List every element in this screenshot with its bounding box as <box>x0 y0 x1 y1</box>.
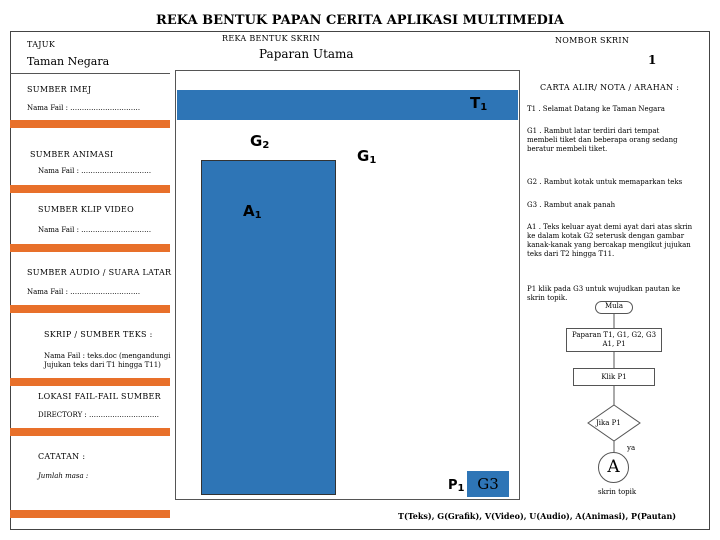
screen-name: Paparan Utama <box>259 47 354 61</box>
imej-label: SUMBER IMEJ <box>27 85 92 94</box>
section-bar <box>10 305 170 313</box>
section-bar <box>10 510 170 518</box>
flow-mula: Mula <box>595 301 633 314</box>
section-bar <box>10 378 170 386</box>
catatan-text: Jumlah masa : <box>38 472 89 480</box>
flow-klik: Klik P1 <box>573 368 655 386</box>
catatan-label: CATATAN : <box>38 452 86 461</box>
flow-ya: ya <box>627 444 636 452</box>
klip-label: SUMBER KLIP VIDEO <box>38 205 134 214</box>
flow-paparan: Paparan T1, G1, G2, G3 A1, P1 <box>566 328 662 352</box>
flow-topik: skrin topik <box>598 488 637 496</box>
section-bar <box>10 185 170 193</box>
note-g1: G1 . Rambut latar terdiri dari tempat membeli tiket dan beberapa orang sedang beratur membeli tiket. <box>527 127 678 153</box>
tajuk-label: TAJUK <box>27 40 56 49</box>
banner-bar <box>177 90 518 120</box>
skrip-label: SKRIP / SUMBER TEKS : <box>44 330 153 339</box>
note-t1: T1 . Selamat Datang ke Taman Negara <box>527 105 665 113</box>
skrip-text: Nama Fail : teks.doc (mengandungi Jujukan teks dari T1 hingga T11) <box>44 352 171 369</box>
g1-marker: $G_1$ <box>357 147 377 166</box>
note-p1: P1 klik pada G3 untuk wujudkan pautan ke skrin topik. <box>527 285 681 302</box>
reka-label: REKA BENTUK SKRIN <box>222 34 320 43</box>
flow-connector-a: A <box>598 452 629 483</box>
g3-button[interactable]: G3 <box>467 471 509 497</box>
carta-label: CARTA ALIR/ NOTA / ARAHAN : <box>540 83 680 92</box>
tajuk-value: Taman Negara <box>27 55 110 68</box>
t1-marker: $T_1$ <box>470 94 488 113</box>
text-panel <box>201 160 336 495</box>
note-a1: A1 . Teks keluar ayat demi ayat dari atas skrin ke dalam kotak G2 seterusk dengan gambar kanak-kanak yang bercakap mengikut jujukan teks dari T2 hingga T11. <box>527 223 693 258</box>
section-bar <box>10 244 170 252</box>
audio-label: SUMBER AUDIO / SUARA LATAR <box>27 268 172 277</box>
a1-marker: $A_1$ <box>243 202 262 221</box>
g2-marker: $G_2$ <box>250 132 270 151</box>
nombor-label: NOMBOR SKRIN <box>555 36 630 45</box>
section-bar <box>10 428 170 436</box>
imej-file: Nama Fail : ………………………… <box>27 104 141 112</box>
note-g2: G2 . Rambut kotak untuk memaparkan teks <box>527 178 683 186</box>
section-bar <box>10 120 170 128</box>
directory-text: DIRECTORY : ………………………… <box>38 411 160 419</box>
klip-file: Nama Fail : ………………………… <box>38 226 152 234</box>
divider <box>10 73 170 74</box>
nombor-value: 1 <box>648 53 657 67</box>
note-g3: G3 . Rambut anak panah <box>527 201 616 209</box>
audio-file: Nama Fail : ………………………… <box>27 288 141 296</box>
animasi-label: SUMBER ANIMASI <box>30 150 114 159</box>
legend-footer: T(Teks), G(Grafik), V(Video), U(Audio), A(Animasi), P(Pautan) <box>398 511 677 521</box>
page-title: REKA BENTUK PAPAN CERITA APLIKASI MULTIMEDIA <box>156 13 564 28</box>
p1-marker: $P_1$ <box>448 478 465 494</box>
animasi-file: Nama Fail : ………………………… <box>38 167 152 175</box>
lokasi-label: LOKASI FAIL-FAIL SUMBER <box>38 392 161 401</box>
flow-jika: Jika P1 <box>596 419 621 427</box>
